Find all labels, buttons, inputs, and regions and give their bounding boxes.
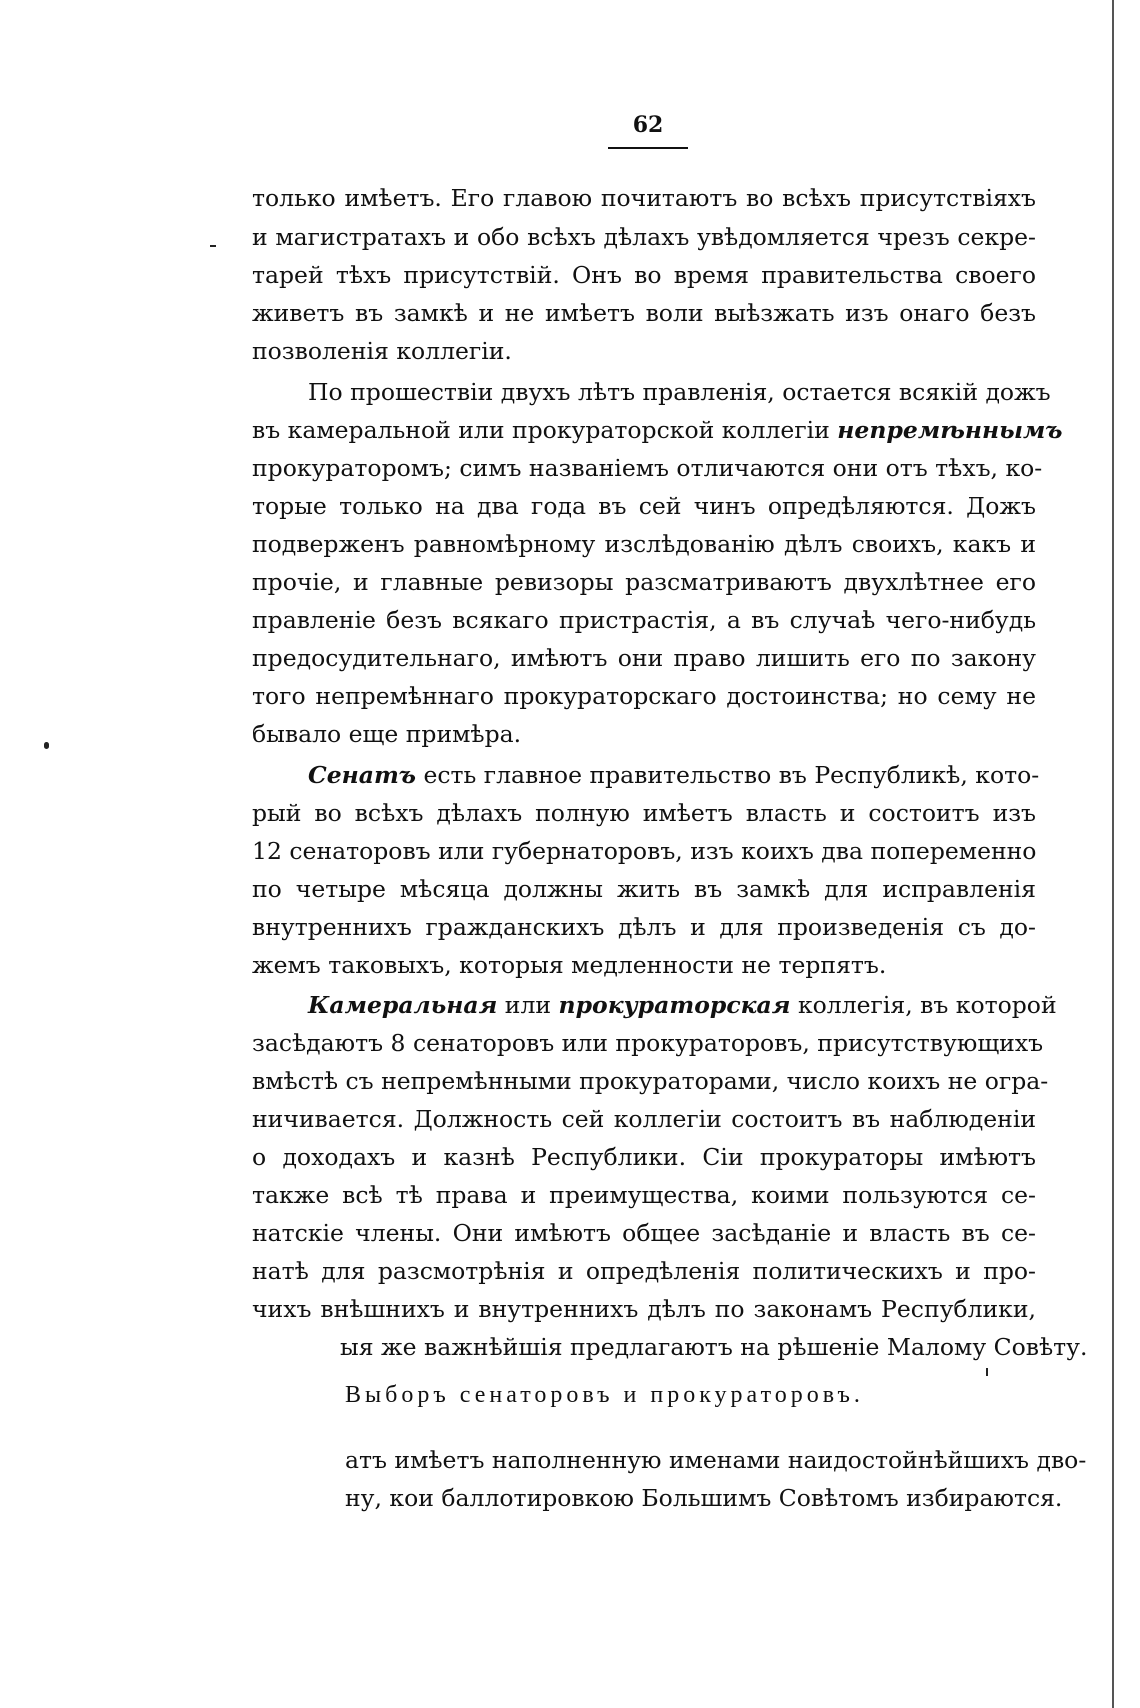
italic-term: непремѣннымъ [837,416,1063,444]
text-line: внутреннихъ гражданскихъ дѣлъ и для произведенiя съ до- [252,913,1036,941]
text-line: подверженъ равномѣрному изслѣдованiю дѣлъ своихъ, какъ и [252,530,1036,558]
text-line: только имѣетъ. Его главою почитаютъ во всѣхъ присутствiяхъ [252,184,1036,212]
text-line: жемъ таковыхъ, которыя медленности не терпятъ. [252,951,887,979]
section-heading: Выборъ сенаторовъ и прокураторовъ. [345,1382,864,1408]
page-edge-line [1112,0,1114,1708]
text-line: о доходахъ и казнѣ Республики. Сiи прокураторы имѣютъ [252,1143,1036,1171]
text-line: чихъ внѣшнихъ и внутреннихъ дѣлъ по законамъ Республики, [252,1295,1036,1323]
text-line: ничивается. Должность сей коллегiи состоитъ въ наблюденiи [252,1105,1036,1133]
text-line [308,760,1040,790]
text-line: правленiе безъ всякаго пристрастiя, а въ случаѣ чего-нибудь [252,606,1036,634]
text-line: бывало еще примѣра. [252,720,522,748]
text-line [308,990,1057,1020]
text-line: натскiе члены. Они имѣютъ общее засѣданiе и власть въ се- [252,1219,1036,1247]
scan-speck [210,245,216,247]
text-line: ну, кои баллотировкою Большимъ Совѣтомъ избираются. [345,1484,1063,1512]
text-span: или [497,991,559,1019]
text-line: рый во всѣхъ дѣлахъ полную имѣетъ власть и состоитъ изъ [252,799,1036,827]
italic-term: Камеральная [308,991,498,1019]
text-line: натѣ для разсмотрѣнiя и опредѣленiя политическихъ и про- [252,1257,1036,1285]
text-line: тарей тѣхъ присутствiй. Онъ во время правительства своего [252,261,1036,289]
text-line: засѣдаютъ 8 сенаторовъ или прокураторовъ, присутствующихъ [252,1029,1044,1057]
text-line: и магистратахъ и обо всѣхъ дѣлахъ увѣдомляется чрезъ секре- [252,223,1036,251]
italic-term: прокураторская [558,991,791,1019]
text-line: По прошествiи двухъ лѣтъ правленiя, остается всякiй дожъ [308,378,1051,406]
text-line: торые только на два года въ сей чинъ опредѣляются. Дожъ [252,492,1036,520]
page-number: 62 [632,112,664,138]
italic-term: Сенатъ [308,761,416,789]
text-line: предосудительнаго, имѣютъ они право лишить его по закону [252,644,1036,672]
text-line: прокураторомъ; симъ названiемъ отличаются они отъ тѣхъ, ко- [252,454,1043,482]
text-line: 12 сенаторовъ или губернаторовъ, изъ коихъ два попеременно [252,837,1037,865]
text-line: атъ имѣетъ наполненную именами наидостойнѣйшихъ дво- [345,1446,1087,1474]
text-line: живетъ въ замкѣ и не имѣетъ воли выѣзжать изъ онаго безъ [252,299,1036,327]
text-span: въ камеральной или прокураторской коллегiи [252,416,838,444]
text-line: того непремѣннаго прокураторскаго достоинства; но сему не [252,682,1036,710]
scan-speck [44,742,49,749]
scan-speck [986,1368,988,1376]
text-line: позволенiя коллегiи. [252,337,512,365]
text-line: также всѣ тѣ права и преимущества, коими пользуются се- [252,1181,1036,1209]
text-line: прочiе, и главные ревизоры разсматриваютъ двухлѣтнее его [252,568,1036,596]
text-line: ыя же важнѣйшiя предлагаютъ на рѣшенiе Малому Совѣту. [340,1333,1088,1361]
text-line: по четыре мѣсяца должны жить въ замкѣ для исправленiя [252,875,1036,903]
page-number-rule [608,147,688,149]
text-line: вмѣстѣ съ непремѣнными прокураторами, число коихъ не огра- [252,1067,1049,1095]
text-span: есть главное правительство въ Республикѣ, кото- [415,761,1040,789]
text-span: коллегiя, въ которой [790,991,1057,1019]
text-line [252,415,1063,445]
